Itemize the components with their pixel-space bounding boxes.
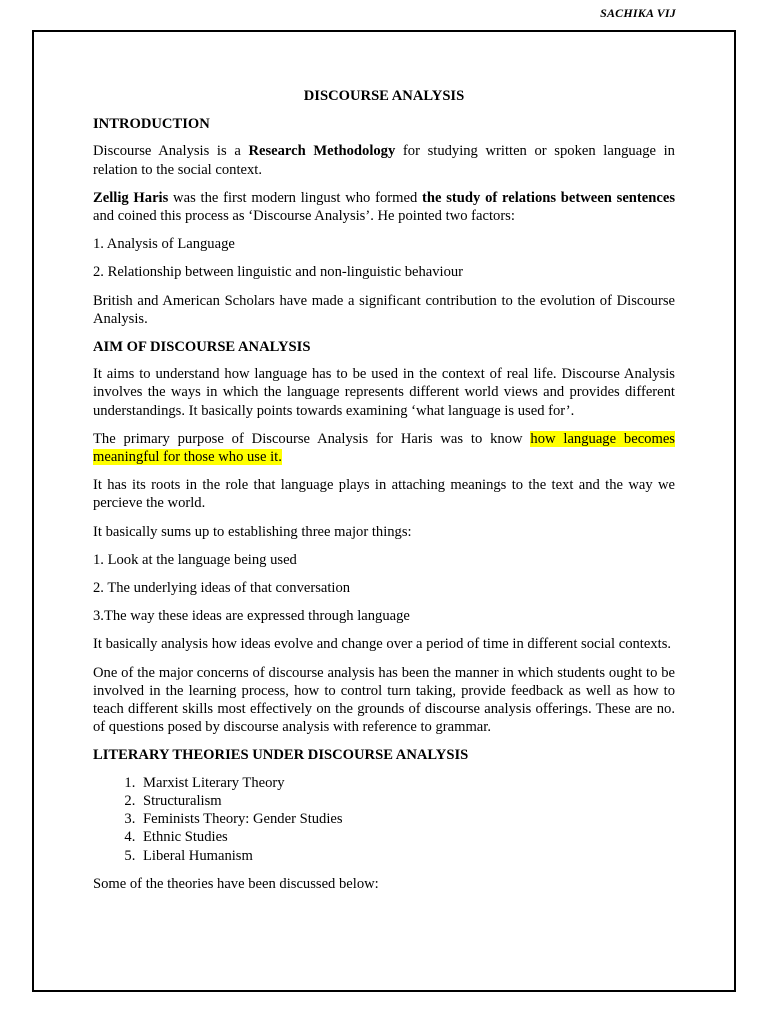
paragraph-closing: Some of the theories have been discussed below: [93, 875, 379, 892]
paragraph-concerns: One of the major concerns of discourse analysis has been the manner in which students ought to be involved in the learning process, how to control turn taking, provide feedback as well as how to teach different skills most effectively on the grounds of discourse analysis offerings. These are no. of questions posed by discourse analysis with reference to grammar. [93, 664, 675, 736]
list-item: 5. Liberal Humanism [139, 847, 675, 865]
paragraph-definition [93, 142, 675, 178]
list-item: 4. Ethnic Studies [139, 828, 675, 846]
bold-term: Research Methodology [248, 143, 396, 160]
highlighted-text: how language becomes meaningful for those who use it. [93, 430, 675, 466]
theories-list [93, 774, 675, 865]
document-body [93, 87, 675, 903]
thing-item: 2. The underlying ideas of that conversation [93, 580, 351, 597]
author-name: SACHIKA VIJ [600, 6, 676, 20]
paragraph-zellig-haris [93, 189, 675, 225]
paragraph-aim: It aims to understand how language has to be used in the context of real life. Discourse Analysis involves the ways in which the language represents different world views and provides different understandings. It basically points towards examining ‘what language is used for’. [93, 366, 675, 419]
text-span: was the first modern lingust who formed [168, 189, 423, 206]
factor-item: 1. Analysis of Language [93, 236, 235, 253]
theories-heading: LITERARY THEORIES UNDER DISCOURSE ANALYSIS [93, 747, 469, 764]
paragraph-roots: It has its roots in the role that language plays in attaching meanings to the text and the way we percieve the world. [93, 477, 675, 512]
thing-item: 3.The way these ideas are expressed through language [93, 608, 410, 625]
text-span: for studying written or spoken language in relation to the social context. [93, 143, 675, 178]
paragraph-purpose [93, 430, 675, 466]
document-title: DISCOURSE ANALYSIS [303, 88, 465, 104]
intro-heading: INTRODUCTION [93, 116, 210, 133]
text-span: Discourse Analysis is a [93, 143, 249, 160]
list-item: 2. Structuralism [139, 792, 675, 810]
text-span: and coined this process as ‘Discourse Analysis’. He pointed two factors: [93, 208, 515, 225]
list-item: 1. Marxist Literary Theory [139, 774, 675, 792]
paragraph-evolve: It basically analysis how ideas evolve and change over a period of time in different social contexts. [93, 636, 672, 653]
list-item: 3. Feminists Theory: Gender Studies [139, 810, 675, 828]
aim-heading: AIM OF DISCOURSE ANALYSIS [93, 339, 311, 356]
bold-name: Zellig Haris [93, 189, 169, 206]
thing-item: 1. Look at the language being used [93, 551, 297, 568]
paragraph-scholars: British and American Scholars have made a significant contribution to the evolution of Discourse Analysis. [93, 292, 675, 327]
bold-term: the study of relations between sentences [422, 189, 675, 206]
factor-item: 2. Relationship between linguistic and non-linguistic behaviour [93, 264, 464, 281]
text-span: The primary purpose of Discourse Analysis for Haris was to know [93, 430, 531, 447]
paragraph-sums-up: It basically sums up to establishing three major things: [93, 523, 412, 540]
